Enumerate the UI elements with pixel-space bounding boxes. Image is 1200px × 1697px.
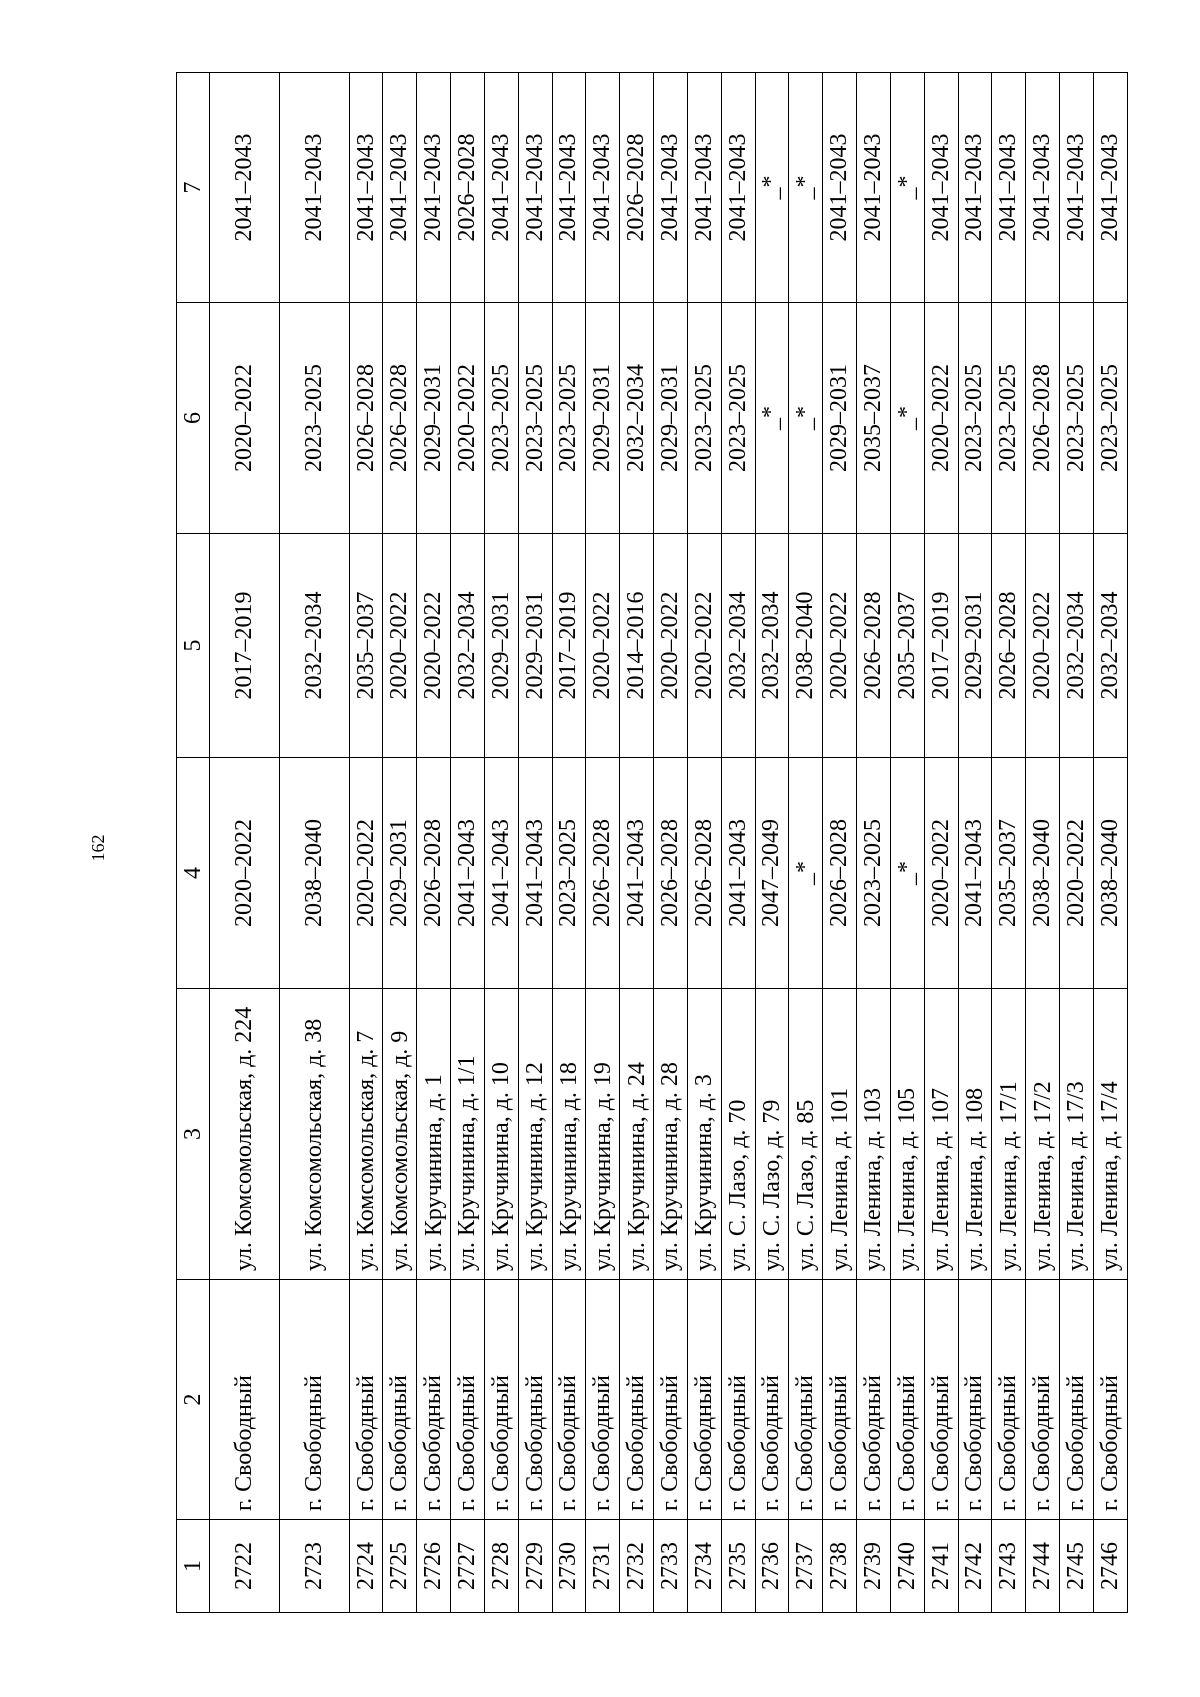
period-col4: 2035–2037 <box>992 758 1026 989</box>
row-number: 2729 <box>518 1520 552 1613</box>
period-col5: 2020–2022 <box>383 534 417 758</box>
period-col6: _* <box>890 303 924 534</box>
period-col4: 2026–2028 <box>823 758 857 989</box>
table-row <box>620 73 654 1613</box>
column-header: 5 <box>177 534 210 758</box>
table-row <box>417 73 451 1613</box>
column-header: 7 <box>177 73 210 303</box>
city-cell: г. Свободный <box>451 1280 485 1520</box>
period-col7: 2041–2043 <box>279 73 349 303</box>
period-col4: _* <box>890 758 924 989</box>
city-cell: г. Свободный <box>1093 1280 1127 1520</box>
row-number: 2740 <box>890 1520 924 1613</box>
period-col6: 2029–2031 <box>654 303 688 534</box>
row-number: 2742 <box>958 1520 992 1613</box>
address-cell: ул. Ленина, д. 107 <box>924 989 958 1280</box>
period-col7: 2026–2028 <box>620 73 654 303</box>
address-cell: ул. Ленина, д. 17/4 <box>1093 989 1127 1280</box>
row-number: 2728 <box>484 1520 518 1613</box>
address-cell: ул. Кручинина, д. 19 <box>586 989 620 1280</box>
city-cell: г. Свободный <box>383 1280 417 1520</box>
row-number: 2726 <box>417 1520 451 1613</box>
address-cell: ул. С. Лазо, д. 70 <box>721 989 755 1280</box>
period-col6: 2023–2025 <box>552 303 586 534</box>
period-col5: 2032–2034 <box>1093 534 1127 758</box>
period-col5: 2032–2034 <box>721 534 755 758</box>
address-cell: ул. Кручинина, д. 12 <box>518 989 552 1280</box>
period-col4: 2041–2043 <box>484 758 518 989</box>
period-col5: 2020–2022 <box>823 534 857 758</box>
table-row <box>552 73 586 1613</box>
address-cell: ул. Кручинина, д. 1/1 <box>451 989 485 1280</box>
period-col5: 2035–2037 <box>890 534 924 758</box>
period-col4: 2041–2043 <box>958 758 992 989</box>
column-header: 1 <box>177 1520 210 1613</box>
period-col6: 2026–2028 <box>349 303 383 534</box>
period-col7: 2041–2043 <box>687 73 721 303</box>
row-number: 2739 <box>857 1520 891 1613</box>
period-col5: 2035–2037 <box>349 534 383 758</box>
row-number: 2724 <box>349 1520 383 1613</box>
row-number: 2744 <box>1026 1520 1060 1613</box>
period-col6: 2023–2025 <box>958 303 992 534</box>
column-header: 6 <box>177 303 210 534</box>
row-number: 2727 <box>451 1520 485 1613</box>
period-col4: 2038–2040 <box>1026 758 1060 989</box>
city-cell: г. Свободный <box>857 1280 891 1520</box>
period-col5: 2029–2031 <box>958 534 992 758</box>
row-number: 2737 <box>789 1520 823 1613</box>
period-col7: 2041–2043 <box>721 73 755 303</box>
city-cell: г. Свободный <box>586 1280 620 1520</box>
period-col5: 2020–2022 <box>654 534 688 758</box>
period-col4: 2020–2022 <box>924 758 958 989</box>
period-col4: _* <box>789 758 823 989</box>
city-cell: г. Свободный <box>417 1280 451 1520</box>
period-col5: 2017–2019 <box>210 534 280 758</box>
period-col4: 2026–2028 <box>586 758 620 989</box>
header-row <box>177 73 210 1613</box>
period-col4: 2026–2028 <box>417 758 451 989</box>
period-col5: 2020–2022 <box>1026 534 1060 758</box>
address-cell: ул. Кручинина, д. 28 <box>654 989 688 1280</box>
period-col6: 2023–2025 <box>1093 303 1127 534</box>
table-row <box>279 73 349 1613</box>
period-col5: 2026–2028 <box>992 534 1026 758</box>
period-col7: 2026–2028 <box>451 73 485 303</box>
address-cell: ул. С. Лазо, д. 85 <box>789 989 823 1280</box>
address-cell: ул. Комсомольская, д. 224 <box>210 989 280 1280</box>
period-col4: 2026–2028 <box>654 758 688 989</box>
address-cell: ул. Ленина, д. 17/3 <box>1059 989 1093 1280</box>
table-row <box>518 73 552 1613</box>
period-col6: 2029–2031 <box>417 303 451 534</box>
table-row <box>484 73 518 1613</box>
city-cell: г. Свободный <box>789 1280 823 1520</box>
row-number: 2731 <box>586 1520 620 1613</box>
table-row <box>210 73 280 1613</box>
period-col7: 2041–2043 <box>586 73 620 303</box>
table-row <box>1026 73 1060 1613</box>
period-col6: 2023–2025 <box>721 303 755 534</box>
address-cell: ул. Ленина, д. 108 <box>958 989 992 1280</box>
city-cell: г. Свободный <box>958 1280 992 1520</box>
city-cell: г. Свободный <box>721 1280 755 1520</box>
city-cell: г. Свободный <box>518 1280 552 1520</box>
city-cell: г. Свободный <box>210 1280 280 1520</box>
address-cell: ул. Ленина, д. 17/2 <box>1026 989 1060 1280</box>
period-col7: 2041–2043 <box>654 73 688 303</box>
period-col4: 2047–2049 <box>755 758 789 989</box>
period-col4: 2023–2025 <box>857 758 891 989</box>
table-row <box>654 73 688 1613</box>
row-number: 2746 <box>1093 1520 1127 1613</box>
row-number: 2741 <box>924 1520 958 1613</box>
row-number: 2732 <box>620 1520 654 1613</box>
row-number: 2736 <box>755 1520 789 1613</box>
period-col6: 2023–2025 <box>1059 303 1093 534</box>
period-col5: 2032–2034 <box>755 534 789 758</box>
city-cell: г. Свободный <box>1059 1280 1093 1520</box>
period-col6: 2020–2022 <box>451 303 485 534</box>
period-col6: 2023–2025 <box>484 303 518 534</box>
address-cell: ул. Комсомольская, д. 7 <box>349 989 383 1280</box>
row-number: 2735 <box>721 1520 755 1613</box>
address-cell: ул. Ленина, д. 101 <box>823 989 857 1280</box>
table-row <box>890 73 924 1613</box>
period-col7: 2041–2043 <box>210 73 280 303</box>
city-cell: г. Свободный <box>654 1280 688 1520</box>
period-col4: 2020–2022 <box>1059 758 1093 989</box>
city-cell: г. Свободный <box>924 1280 958 1520</box>
row-number: 2725 <box>383 1520 417 1613</box>
period-col5: 2020–2022 <box>417 534 451 758</box>
period-col5: 2026–2028 <box>857 534 891 758</box>
city-cell: г. Свободный <box>890 1280 924 1520</box>
period-col6: 2023–2025 <box>687 303 721 534</box>
period-col7: 2041–2043 <box>1026 73 1060 303</box>
address-cell: ул. Комсомольская, д. 38 <box>279 989 349 1280</box>
period-col7: 2041–2043 <box>1093 73 1127 303</box>
table-row <box>451 73 485 1613</box>
address-cell: ул. Комсомольская, д. 9 <box>383 989 417 1280</box>
city-cell: г. Свободный <box>279 1280 349 1520</box>
table-row <box>823 73 857 1613</box>
row-number: 2734 <box>687 1520 721 1613</box>
table-row <box>857 73 891 1613</box>
period-col5: 2038–2040 <box>789 534 823 758</box>
period-col7: 2041–2043 <box>349 73 383 303</box>
address-cell: ул. С. Лазо, д. 79 <box>755 989 789 1280</box>
table-row <box>992 73 1026 1613</box>
period-col7: 2041–2043 <box>857 73 891 303</box>
period-col6: 2026–2028 <box>1026 303 1060 534</box>
period-col4: 2023–2025 <box>552 758 586 989</box>
period-col6: 2023–2025 <box>518 303 552 534</box>
period-col5: 2017–2019 <box>924 534 958 758</box>
period-col6: _* <box>755 303 789 534</box>
column-header: 4 <box>177 758 210 989</box>
period-col5: 2029–2031 <box>518 534 552 758</box>
row-number: 2745 <box>1059 1520 1093 1613</box>
period-col4: 2026–2028 <box>687 758 721 989</box>
address-cell: ул. Ленина, д. 17/1 <box>992 989 1026 1280</box>
period-col7: 2041–2043 <box>383 73 417 303</box>
period-col4: 2041–2043 <box>620 758 654 989</box>
period-col7: 2041–2043 <box>924 73 958 303</box>
period-col7: 2041–2043 <box>484 73 518 303</box>
period-col6: 2023–2025 <box>992 303 1026 534</box>
table-row <box>586 73 620 1613</box>
schedule-table-rotated <box>176 73 1128 1613</box>
city-cell: г. Свободный <box>755 1280 789 1520</box>
table-row <box>349 73 383 1613</box>
period-col7: 2041–2043 <box>823 73 857 303</box>
row-number: 2730 <box>552 1520 586 1613</box>
period-col5: 2032–2034 <box>451 534 485 758</box>
table-body <box>210 73 1128 1613</box>
period-col5: 2014–2016 <box>620 534 654 758</box>
period-col7: 2041–2043 <box>958 73 992 303</box>
city-cell: г. Свободный <box>552 1280 586 1520</box>
table-row <box>755 73 789 1613</box>
table-row <box>383 73 417 1613</box>
period-col7: 2041–2043 <box>1059 73 1093 303</box>
city-cell: г. Свободный <box>823 1280 857 1520</box>
period-col4: 2041–2043 <box>451 758 485 989</box>
address-cell: ул. Кручинина, д. 18 <box>552 989 586 1280</box>
period-col5: 2032–2034 <box>279 534 349 758</box>
city-cell: г. Свободный <box>1026 1280 1060 1520</box>
city-cell: г. Свободный <box>620 1280 654 1520</box>
period-col4: 2038–2040 <box>1093 758 1127 989</box>
table-row <box>789 73 823 1613</box>
period-col5: 2020–2022 <box>687 534 721 758</box>
period-col5: 2020–2022 <box>586 534 620 758</box>
period-col6: 2023–2025 <box>279 303 349 534</box>
row-number: 2722 <box>210 1520 280 1613</box>
period-col4: 2041–2043 <box>518 758 552 989</box>
row-number: 2743 <box>992 1520 1026 1613</box>
row-number: 2733 <box>654 1520 688 1613</box>
period-col7: 2041–2043 <box>417 73 451 303</box>
address-cell: ул. Кручинина, д. 24 <box>620 989 654 1280</box>
period-col6: 2026–2028 <box>383 303 417 534</box>
period-col4: 2038–2040 <box>279 758 349 989</box>
period-col7: 2041–2043 <box>518 73 552 303</box>
period-col5: 2017–2019 <box>552 534 586 758</box>
address-cell: ул. Ленина, д. 105 <box>890 989 924 1280</box>
address-cell: ул. Кручинина, д. 3 <box>687 989 721 1280</box>
period-col6: 2029–2031 <box>823 303 857 534</box>
period-col7: _* <box>789 73 823 303</box>
period-col7: 2041–2043 <box>552 73 586 303</box>
schedule-table <box>176 72 1128 1613</box>
city-cell: г. Свободный <box>484 1280 518 1520</box>
period-col4: 2029–2031 <box>383 758 417 989</box>
table-row <box>721 73 755 1613</box>
period-col4: 2020–2022 <box>349 758 383 989</box>
period-col7: _* <box>890 73 924 303</box>
period-col6: 2032–2034 <box>620 303 654 534</box>
city-cell: г. Свободный <box>992 1280 1026 1520</box>
period-col7: 2041–2043 <box>992 73 1026 303</box>
row-number: 2723 <box>279 1520 349 1613</box>
city-cell: г. Свободный <box>687 1280 721 1520</box>
period-col6: 2035–2037 <box>857 303 891 534</box>
column-header: 3 <box>177 989 210 1280</box>
address-cell: ул. Кручинина, д. 10 <box>484 989 518 1280</box>
city-cell: г. Свободный <box>349 1280 383 1520</box>
period-col6: _* <box>789 303 823 534</box>
period-col6: 2020–2022 <box>924 303 958 534</box>
table-row <box>1059 73 1093 1613</box>
table-row <box>924 73 958 1613</box>
table-row <box>958 73 992 1613</box>
column-header: 2 <box>177 1280 210 1520</box>
period-col6: 2020–2022 <box>210 303 280 534</box>
address-cell: ул. Кручинина, д. 1 <box>417 989 451 1280</box>
row-number: 2738 <box>823 1520 857 1613</box>
period-col5: 2032–2034 <box>1059 534 1093 758</box>
address-cell: ул. Ленина, д. 103 <box>857 989 891 1280</box>
period-col4: 2041–2043 <box>721 758 755 989</box>
table-row <box>1093 73 1127 1613</box>
period-col4: 2020–2022 <box>210 758 280 989</box>
period-col7: _* <box>755 73 789 303</box>
period-col6: 2029–2031 <box>586 303 620 534</box>
table-row <box>687 73 721 1613</box>
period-col5: 2029–2031 <box>484 534 518 758</box>
page-number: 162 <box>88 834 108 862</box>
